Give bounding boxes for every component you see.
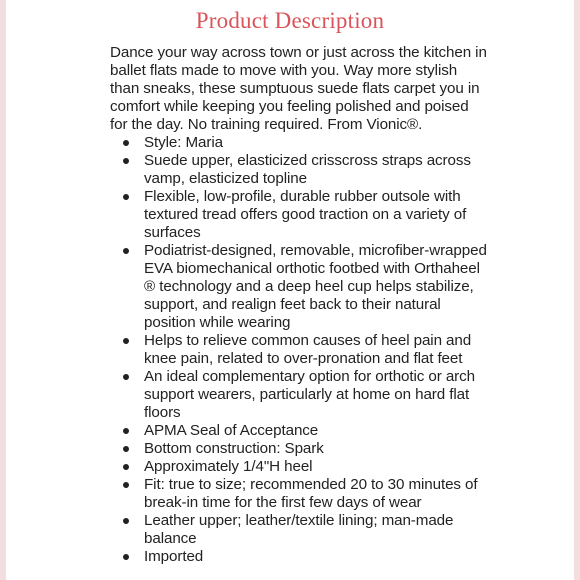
description-body bbox=[110, 44, 490, 566]
list-item-text: Helps to relieve common causes of heel pain and knee pain, related to over-pronation and flat feet bbox=[144, 332, 472, 367]
list-item bbox=[110, 548, 490, 566]
bullet-icon bbox=[123, 482, 129, 488]
list-item-text: Imported bbox=[144, 548, 204, 565]
list-item bbox=[110, 422, 490, 440]
page-title: Product Description bbox=[195, 8, 385, 33]
list-item-text: Podiatrist-designed, removable, microfiber-wrapped EVA biomechanical orthotic footbed with Orthaheel ® technology and a deep heel cup helps stabilize, support, and realign feet back to their natural position while wearing bbox=[144, 242, 487, 331]
list-item bbox=[110, 458, 490, 476]
list-item bbox=[110, 476, 490, 512]
list-item bbox=[110, 188, 490, 242]
list-item-text: An ideal complementary option for orthotic or arch support wearers, particularly at home on hard flat floors bbox=[144, 368, 475, 421]
bullet-icon bbox=[123, 464, 129, 470]
list-item-text: Style: Maria bbox=[144, 134, 223, 151]
list-item-text: APMA Seal of Acceptance bbox=[144, 422, 319, 439]
bullet-icon bbox=[123, 428, 129, 434]
list-item-text: Fit: true to size; recommended 20 to 30 minutes of break-in time for the first few days of wear bbox=[144, 476, 478, 511]
bullet-icon bbox=[123, 140, 129, 146]
bullet-icon bbox=[123, 158, 129, 164]
bullet-icon bbox=[123, 374, 129, 380]
list-item bbox=[110, 512, 490, 548]
list-item bbox=[110, 368, 490, 422]
list-item-text: Flexible, low-profile, durable rubber outsole with textured tread offers good traction on a variety of surfaces bbox=[144, 188, 467, 241]
list-item-text: Approximately 1/4"H heel bbox=[144, 458, 313, 475]
list-item bbox=[110, 332, 490, 368]
bullet-icon bbox=[123, 338, 129, 344]
bullet-icon bbox=[123, 194, 129, 200]
feature-list bbox=[110, 134, 490, 566]
list-item-text: Bottom construction: Spark bbox=[144, 440, 324, 457]
bullet-icon bbox=[123, 446, 129, 452]
bullet-icon bbox=[123, 248, 129, 254]
list-item bbox=[110, 152, 490, 188]
list-item bbox=[110, 134, 490, 152]
list-item bbox=[110, 242, 490, 332]
intro-paragraph: Dance your way across town or just across the kitchen in ballet flats made to move with you. Way more stylish than sneaks, these sumptuous suede flats carpet you in comfort while keeping you feeling polished and poised for the day. No training required. From Vionic®. bbox=[110, 44, 487, 133]
bullet-icon bbox=[123, 554, 129, 560]
list-item bbox=[110, 440, 490, 458]
list-item-text: Leather upper; leather/textile lining; man-made balance bbox=[144, 512, 454, 547]
list-item-text: Suede upper, elasticized crisscross straps across vamp, elasticized topline bbox=[144, 152, 471, 187]
bullet-icon bbox=[123, 518, 129, 524]
